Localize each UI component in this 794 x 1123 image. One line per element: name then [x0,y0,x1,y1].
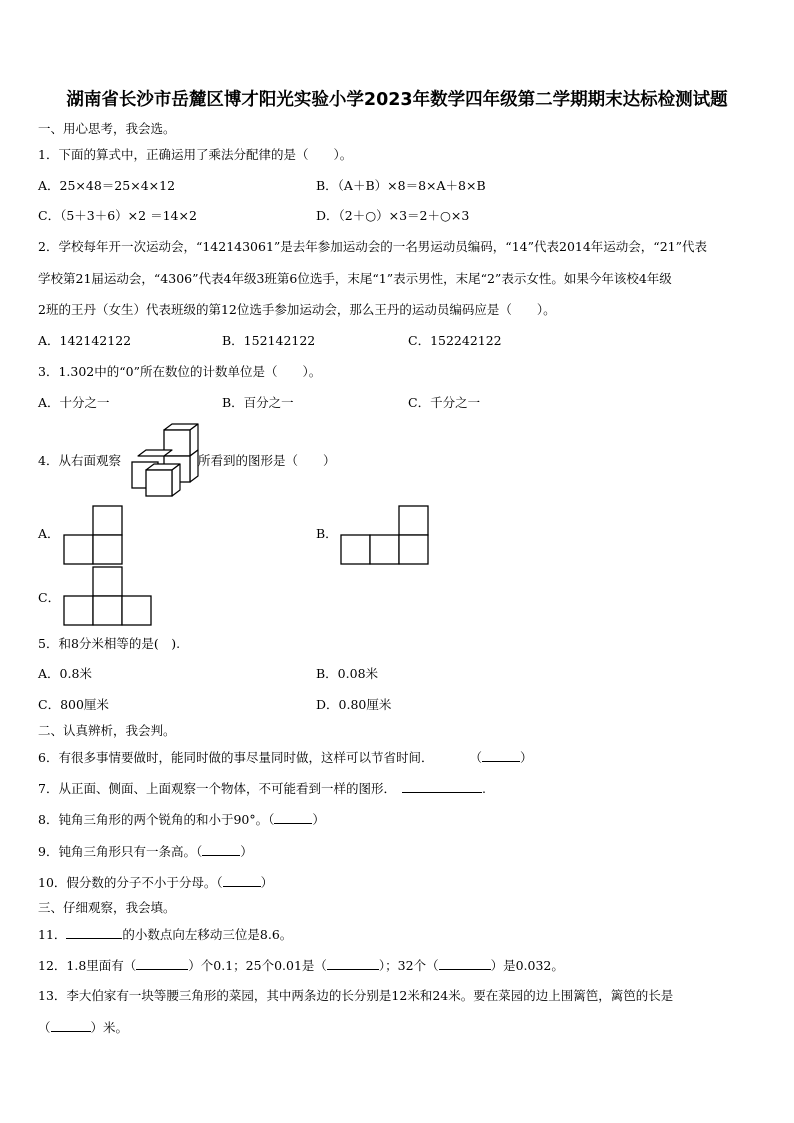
question-4-option-c-label[interactable]: C． [38,590,61,605]
question-3-stem: 3．1.302中的“0”所在数位的计数单位是（ ）。 [38,364,322,379]
question-4-stem-suffix: 所看到的图形是（ ） [198,453,336,468]
answer-blank-11[interactable] [66,926,122,939]
question-1-stem: 1．下面的算式中，正确运用了乘法分配律的是（ ）。 [38,147,353,162]
page-title: 湖南省长沙市岳麓区博才阳光实验小学2023年数学四年级第二学期期末达标检测试题 [66,90,728,110]
option-a-view-figure[interactable] [64,505,124,565]
question-2-option-a[interactable]: A．142142122 [38,333,132,348]
question-2-option-b[interactable]: B．152142122 [222,333,316,348]
question-5-option-c[interactable]: C．800厘米 [38,697,109,712]
question-5-option-a[interactable]: A．0.8米 [38,666,92,681]
question-2-line-2: 学校第21届运动会，“4306”代表4年级3班第6位选手，末尾“1”表示男性，末尾“2”表示女性。如果今年该校4年级 [38,271,672,286]
question-2-option-c[interactable]: C．152242122 [408,333,502,348]
question-5-stem: 5．和8分米相等的是( ). [38,636,181,651]
question-3-option-a[interactable]: A．十分之一 [38,395,110,410]
answer-blank-12c[interactable] [439,957,491,970]
answer-blank-12a[interactable] [136,957,188,970]
answer-blank-7[interactable] [402,780,482,793]
question-8: 8．钝角三角形的两个锐角的和小于90°。（ ） [38,812,325,827]
question-6: 6．有很多事情要做时，能同时做的事尽量同时做，这样可以节省时间． （ ） [38,750,533,765]
option-c-view-figure[interactable] [64,566,152,626]
question-13-line-2: （ ）米。 [38,1020,129,1035]
question-4-stem-prefix: 4．从右面观察 [38,453,121,468]
question-10: 10．假分数的分子不小于分母。（ ） [38,875,274,890]
answer-blank-6[interactable] [482,749,520,762]
cube-stack-figure [128,422,200,500]
question-3-option-b[interactable]: B．百分之一 [222,395,294,410]
answer-blank-12b[interactable] [327,957,379,970]
question-9: 9．钝角三角形只有一条高。（ ） [38,844,253,859]
question-3-option-c[interactable]: C．千分之一 [408,395,481,410]
section-heading-1: 一、用心思考，我会选。 [38,121,176,136]
question-5-option-b[interactable]: B．0.08米 [316,666,379,681]
answer-blank-9[interactable] [202,843,240,856]
section-heading-3: 三、仔细观察，我会填。 [38,900,176,915]
question-1-option-d[interactable]: D．（2＋○）×3＝2＋○×3 [316,208,470,223]
question-7: 7．从正面、侧面、上面观察一个物体，不可能看到一样的图形． . [38,781,486,796]
option-b-view-figure[interactable] [341,505,429,565]
answer-blank-13[interactable] [51,1019,91,1032]
answer-blank-10[interactable] [223,874,261,887]
question-1-option-b[interactable]: B．（A＋B）×8＝8×A＋8×B [316,178,486,193]
question-2-line-1: 2．学校每年开一次运动会，“142143061”是去年参加运动会的一名男运动员编码，“14”代表2014年运动会，“21”代表 [38,239,707,254]
question-1-option-a[interactable]: A．25×48＝25×4×12 [38,178,176,193]
question-11: 11． 的小数点向左移动三位是8.6。 [38,927,293,942]
question-1-option-c[interactable]: C．（5＋3＋6）×2 ＝14×2 [38,208,197,223]
question-4-option-b-label[interactable]: B． [316,526,338,541]
question-2-line-3: 2班的王丹（女生）代表班级的第12位选手参加运动会，那么王丹的运动员编码应是（ ）。 [38,302,556,317]
question-12: 12．1.8里面有（ ）个0.1；25个0.01是（ ）；32个（ ）是0.032。 [38,958,564,973]
answer-blank-8[interactable] [274,811,312,824]
question-4-option-a-label[interactable]: A． [38,526,60,541]
section-heading-2: 二、认真辨析，我会判。 [38,723,176,738]
question-13-line-1: 13．李大伯家有一块等腰三角形的菜园，其中两条边的长分别是12米和24米。要在菜园的边上围篱笆，篱笆的长是 [38,988,674,1003]
question-5-option-d[interactable]: D．0.80厘米 [316,697,392,712]
